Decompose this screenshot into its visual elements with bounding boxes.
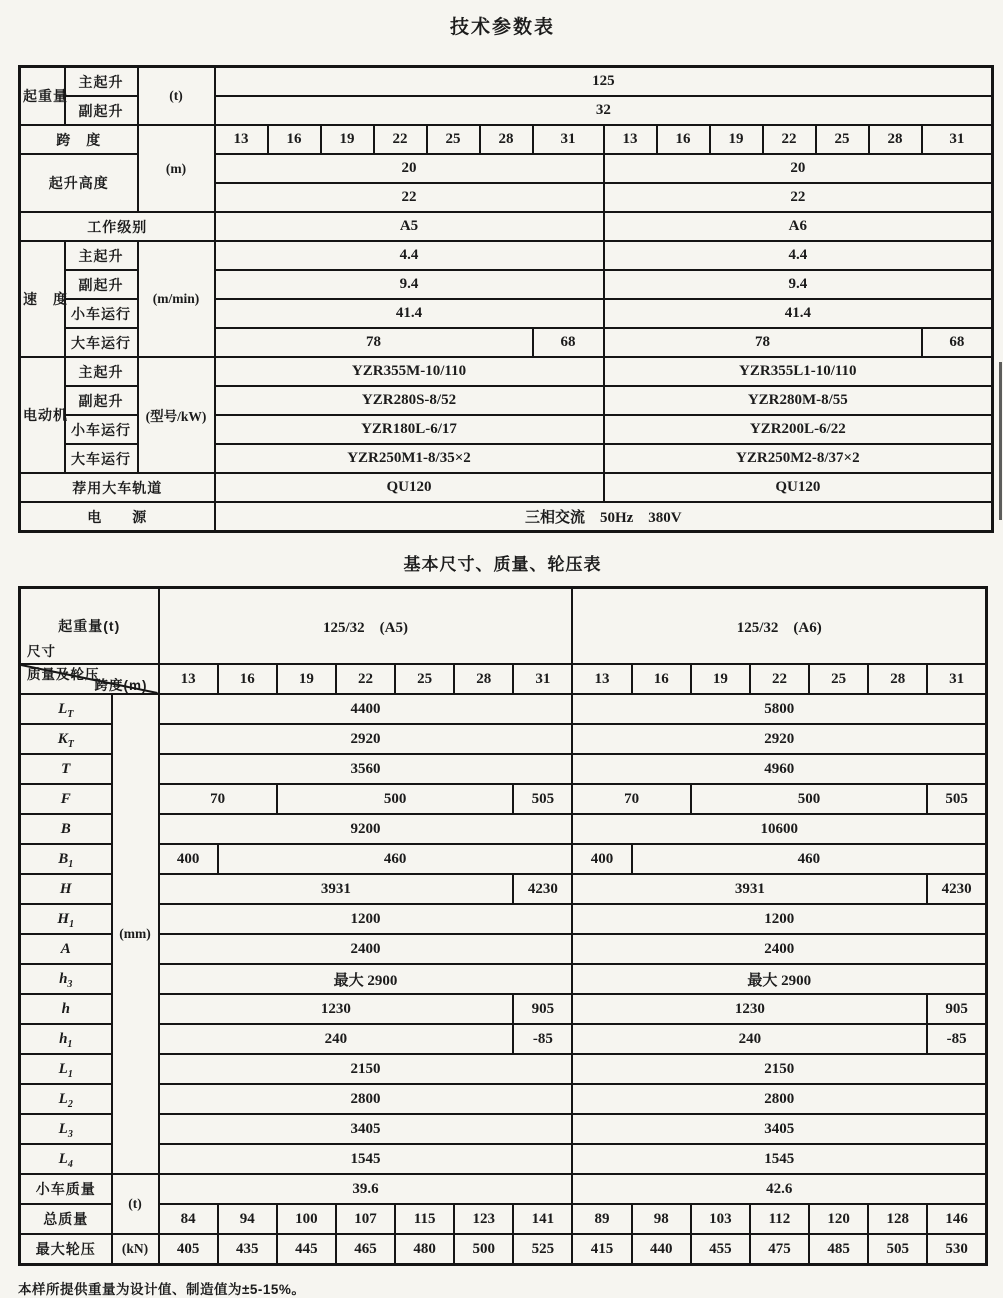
dimension-symbol <box>20 1114 112 1144</box>
row-label: 起升高度 <box>20 154 138 212</box>
unit-label: (kN) <box>112 1234 159 1265</box>
row-label: 工作级别 <box>20 212 215 241</box>
unit-label: (m) <box>138 125 215 212</box>
table-row <box>20 502 993 532</box>
table1-title: 技术参数表 <box>449 17 555 38</box>
table-cell: 32 <box>215 96 993 125</box>
dimension-symbol-text <box>60 881 72 897</box>
dimension-subscript: T <box>67 739 74 750</box>
table-cell: 20 <box>215 154 604 183</box>
table-cell: QU120 <box>604 473 993 502</box>
table-cell: 120 <box>809 1204 868 1234</box>
table-cell: 505 <box>868 1234 927 1265</box>
table-cell: 5800 <box>572 694 986 724</box>
dimension-base: L <box>58 1061 68 1077</box>
span-column-header: 25 <box>816 125 869 154</box>
dimension-symbol <box>20 814 112 844</box>
table-cell: 94 <box>218 1204 277 1234</box>
table-row <box>20 934 987 964</box>
dimension-symbol-text <box>59 971 73 990</box>
span-column-header: 31 <box>927 664 986 694</box>
dimension-base: h <box>59 1031 68 1047</box>
table-cell: 98 <box>632 1204 691 1234</box>
table-cell: 2150 <box>572 1054 986 1084</box>
row-label: 大车运行 <box>65 444 138 473</box>
table-row <box>20 1174 987 1204</box>
unit-label: (mm) <box>112 694 159 1174</box>
dimension-base: h <box>61 1001 70 1017</box>
table-cell: 525 <box>513 1234 572 1265</box>
unit-label: (型号/kW) <box>138 357 215 473</box>
diag-mass-wheel-label: 质量及轮压 <box>27 667 100 683</box>
table-cell: 78 <box>215 328 533 357</box>
footnote-text: 本样所提供重量为设计值、制造值为±5-15%。 <box>18 1282 306 1297</box>
table-cell: 三相交流 50Hz 380V <box>215 502 993 532</box>
table-cell: 112 <box>750 1204 809 1234</box>
table-cell: 1230 <box>159 994 514 1024</box>
table-cell: 123 <box>454 1204 513 1234</box>
table-cell: YZR250M2-8/37×2 <box>604 444 993 473</box>
dimension-base: h <box>59 971 68 987</box>
span-column-header: 22 <box>374 125 427 154</box>
dimension-symbol-text <box>58 1121 73 1140</box>
table-cell: 415 <box>572 1234 631 1265</box>
dimension-symbol <box>20 934 112 964</box>
table-cell: 1230 <box>572 994 927 1024</box>
table-cell: 最大 2900 <box>159 964 573 994</box>
diag-size-label: 尺寸 <box>27 643 56 659</box>
dimension-symbol-text <box>58 1091 73 1110</box>
table-cell: YZR200L-6/22 <box>604 415 993 444</box>
table-cell: 115 <box>395 1204 454 1234</box>
row-label: 电 源 <box>20 502 215 532</box>
table-cell: 89 <box>572 1204 631 1234</box>
table-cell: 107 <box>336 1204 395 1234</box>
table-cell: YZR180L-6/17 <box>215 415 604 444</box>
dimension-subscript: 1 <box>68 859 74 870</box>
table-cell: 4230 <box>927 874 986 904</box>
table-cell: 445 <box>277 1234 336 1265</box>
table-cell: 39.6 <box>159 1174 573 1204</box>
diagonal-header-cell <box>20 643 159 694</box>
row-label: 速 度 <box>20 241 65 357</box>
table-cell: 4960 <box>572 754 986 784</box>
dimension-base: K <box>57 731 68 747</box>
span-column-header: 13 <box>604 125 657 154</box>
table-cell: 2400 <box>572 934 986 964</box>
dimension-symbol <box>20 1054 112 1084</box>
dimension-base: F <box>60 791 71 807</box>
table-cell: 455 <box>691 1234 750 1265</box>
span-column-header: 13 <box>215 125 268 154</box>
table-cell: 485 <box>809 1234 868 1265</box>
table-row <box>20 473 993 502</box>
table-cell: 3405 <box>159 1114 573 1144</box>
table-cell: 1200 <box>159 904 573 934</box>
dimension-base: L <box>58 1091 68 1107</box>
table-cell: 475 <box>750 1234 809 1265</box>
dimension-symbol-text <box>57 911 75 930</box>
row-label: 总质量 <box>20 1204 112 1234</box>
table-row <box>20 1024 987 1054</box>
table-cell: 125 <box>215 67 993 97</box>
dimension-symbol-text <box>58 1061 73 1080</box>
table-cell: 530 <box>927 1234 986 1265</box>
table-cell: 2800 <box>159 1084 573 1114</box>
table-cell: 405 <box>159 1234 218 1265</box>
dimension-symbol-text <box>61 761 70 777</box>
unit-label: (t) <box>138 67 215 126</box>
table-cell: 3931 <box>572 874 927 904</box>
dimension-base: L <box>58 701 68 717</box>
table-cell: 4.4 <box>215 241 604 270</box>
table-row <box>20 814 987 844</box>
table-cell: 125/32 (A5) <box>159 588 573 665</box>
span-column-header: 31 <box>513 664 572 694</box>
span-column-header: 16 <box>218 664 277 694</box>
span-column-header: 31 <box>533 125 604 154</box>
table-cell: 10600 <box>572 814 986 844</box>
table-row <box>20 664 987 694</box>
table-row <box>20 241 993 270</box>
diag-span-label: 跨度(m) <box>94 678 148 693</box>
span-column-header: 28 <box>869 125 922 154</box>
table-row <box>20 874 987 904</box>
table-row <box>20 724 987 754</box>
table-cell: 41.4 <box>604 299 993 328</box>
table-cell: YZR250M1-8/35×2 <box>215 444 604 473</box>
dimension-symbol-text <box>58 701 74 720</box>
table-cell: 9.4 <box>215 270 604 299</box>
table-cell: 70 <box>159 784 277 814</box>
table-cell: 505 <box>513 784 572 814</box>
span-column-header: 28 <box>480 125 533 154</box>
table-cell: 465 <box>336 1234 395 1265</box>
scan-edge-artifact <box>999 362 1002 520</box>
table-row <box>20 212 993 241</box>
table-cell: 240 <box>159 1024 514 1054</box>
table-row <box>20 694 987 724</box>
dimension-subscript: T <box>67 709 74 720</box>
span-column-header: 16 <box>632 664 691 694</box>
span-column-header: 25 <box>395 664 454 694</box>
dimension-symbol-text <box>59 1031 73 1050</box>
dimension-subscript: 4 <box>67 1159 73 1170</box>
span-column-header: 19 <box>691 664 750 694</box>
table-cell: 500 <box>454 1234 513 1265</box>
table-cell: 103 <box>691 1204 750 1234</box>
dimension-symbol <box>20 874 112 904</box>
table-row <box>20 357 993 386</box>
table-cell: A6 <box>604 212 993 241</box>
technical-parameters-table <box>18 65 994 533</box>
table-cell: QU120 <box>215 473 604 502</box>
table-row <box>20 784 987 814</box>
diag-dimension-mass-label <box>27 640 100 687</box>
table-cell: 78 <box>604 328 922 357</box>
span-column-header: 25 <box>427 125 480 154</box>
table-cell: 128 <box>868 1204 927 1234</box>
row-label: 电动机 <box>20 357 65 473</box>
table-cell: 440 <box>632 1234 691 1265</box>
dimension-symbol <box>20 994 112 1024</box>
dimension-base: A <box>60 941 71 957</box>
row-label: 最大轮压 <box>20 1234 112 1265</box>
span-column-header: 19 <box>321 125 374 154</box>
dimension-subscript: 1 <box>67 1039 73 1050</box>
dimension-subscript: 3 <box>67 1129 73 1140</box>
span-column-header: 19 <box>710 125 763 154</box>
dimension-symbol-text <box>62 1001 70 1017</box>
table-row <box>20 1114 987 1144</box>
table-cell: 2920 <box>572 724 986 754</box>
table-row <box>20 1084 987 1114</box>
dimensions-mass-wheelload-table <box>18 586 988 1266</box>
row-label: 起重量 <box>20 67 65 126</box>
row-label: 小车运行 <box>65 415 138 444</box>
table-cell: 20 <box>604 154 993 183</box>
table-cell: 141 <box>513 1204 572 1234</box>
dimension-base: B <box>58 851 69 867</box>
table-cell: 905 <box>927 994 986 1024</box>
table-cell: 2920 <box>159 724 573 754</box>
dimension-symbol <box>20 724 112 754</box>
table-cell: 22 <box>604 183 993 212</box>
table-cell: 3931 <box>159 874 514 904</box>
table-cell: 240 <box>572 1024 927 1054</box>
dimension-subscript: 2 <box>67 1099 73 1110</box>
table-row <box>20 1054 987 1084</box>
table-cell: 146 <box>927 1204 986 1234</box>
table-row <box>20 588 987 665</box>
table-row <box>20 1144 987 1174</box>
span-column-header: 16 <box>657 125 710 154</box>
table-cell: 3560 <box>159 754 573 784</box>
dimension-symbol-text <box>58 851 74 870</box>
row-label: 起重量(t) <box>20 588 159 665</box>
table-row <box>20 844 987 874</box>
table-cell: 3405 <box>572 1114 986 1144</box>
table-cell: 125/32 (A6) <box>572 588 986 665</box>
table-cell: 400 <box>572 844 631 874</box>
dimension-symbol-text <box>61 791 71 807</box>
table-cell: YZR355M-10/110 <box>215 357 604 386</box>
span-column-header: 22 <box>750 664 809 694</box>
table-cell: -85 <box>513 1024 572 1054</box>
table-cell: YZR280M-8/55 <box>604 386 993 415</box>
dimension-symbol <box>20 904 112 934</box>
table-cell: 500 <box>691 784 928 814</box>
table-cell: 9200 <box>159 814 573 844</box>
row-label: 小车质量 <box>20 1174 112 1204</box>
table-row <box>20 754 987 784</box>
dimension-symbol-text <box>58 1151 73 1170</box>
table-cell: 9.4 <box>604 270 993 299</box>
row-label: 主起升 <box>65 241 138 270</box>
table-cell: 505 <box>927 784 986 814</box>
table-cell: 最大 2900 <box>572 964 986 994</box>
dimension-subscript: 3 <box>67 979 73 990</box>
table-cell: 435 <box>218 1234 277 1265</box>
table-cell: 460 <box>632 844 987 874</box>
span-column-header: 28 <box>454 664 513 694</box>
table-cell: 68 <box>533 328 604 357</box>
row-label: 荐用大车轨道 <box>20 473 215 502</box>
table-cell: 22 <box>215 183 604 212</box>
table-cell: 905 <box>513 994 572 1024</box>
dimension-symbol-text <box>61 821 71 837</box>
table-cell: 2150 <box>159 1054 573 1084</box>
dimension-base: H <box>59 881 72 897</box>
table-row <box>20 904 987 934</box>
table-cell: 1545 <box>159 1144 573 1174</box>
dimension-subscript: 1 <box>69 919 75 930</box>
dimension-base: B <box>60 821 71 837</box>
row-label: 大车运行 <box>65 328 138 357</box>
table-cell: 84 <box>159 1204 218 1234</box>
dimension-symbol-text <box>57 731 74 750</box>
span-column-header: 16 <box>268 125 321 154</box>
unit-label: (m/min) <box>138 241 215 357</box>
table-cell: 2800 <box>572 1084 986 1114</box>
table-row <box>20 1234 987 1265</box>
table-cell: 2400 <box>159 934 573 964</box>
dimension-symbol <box>20 1084 112 1114</box>
row-label: 主起升 <box>65 67 138 97</box>
row-label: 副起升 <box>65 386 138 415</box>
span-column-header: 28 <box>868 664 927 694</box>
table-cell: 4.4 <box>604 241 993 270</box>
table-cell: YZR355L1-10/110 <box>604 357 993 386</box>
span-column-header: 22 <box>763 125 816 154</box>
unit-label: (t) <box>112 1174 159 1234</box>
table-cell: 42.6 <box>572 1174 986 1204</box>
row-label: 副起升 <box>65 96 138 125</box>
row-label: 主起升 <box>65 357 138 386</box>
table-row <box>20 125 993 154</box>
span-column-header: 31 <box>922 125 993 154</box>
dimension-base: H <box>57 911 70 927</box>
table-cell: 460 <box>218 844 573 874</box>
row-label: 副起升 <box>65 270 138 299</box>
table-cell: 500 <box>277 784 514 814</box>
dimension-symbol <box>20 694 112 724</box>
table-cell: 480 <box>395 1234 454 1265</box>
table-cell: 4230 <box>513 874 572 904</box>
dimension-subscript: 1 <box>67 1069 73 1080</box>
dimension-base: T <box>61 761 71 777</box>
table-cell: 41.4 <box>215 299 604 328</box>
dimension-symbol <box>20 1144 112 1174</box>
table2-title: 基本尺寸、质量、轮压表 <box>403 555 602 574</box>
row-label: 跨 度 <box>20 125 138 154</box>
table-cell: 68 <box>922 328 993 357</box>
table-cell: YZR280S-8/52 <box>215 386 604 415</box>
dimension-symbol <box>20 964 112 994</box>
dimension-base: L <box>58 1151 68 1167</box>
span-column-header: 13 <box>572 664 631 694</box>
dimension-symbol-text <box>61 941 71 957</box>
table-cell: 4400 <box>159 694 573 724</box>
span-column-header: 25 <box>809 664 868 694</box>
dimension-symbol <box>20 784 112 814</box>
row-label: 小车运行 <box>65 299 138 328</box>
table-cell: 70 <box>572 784 690 814</box>
table-row <box>20 67 993 97</box>
dimension-symbol <box>20 1024 112 1054</box>
dimension-symbol <box>20 754 112 784</box>
table-cell: 100 <box>277 1204 336 1234</box>
dimension-base: L <box>58 1121 68 1137</box>
table-row <box>20 1204 987 1234</box>
table-cell: 1200 <box>572 904 986 934</box>
table-cell: -85 <box>927 1024 986 1054</box>
span-column-header: 13 <box>159 664 218 694</box>
dimension-symbol <box>20 844 112 874</box>
table-cell: 1545 <box>572 1144 986 1174</box>
table-cell: A5 <box>215 212 604 241</box>
span-column-header: 19 <box>277 664 336 694</box>
table-row <box>20 994 987 1024</box>
table-cell: 400 <box>159 844 218 874</box>
table-row <box>20 964 987 994</box>
span-column-header: 22 <box>336 664 395 694</box>
